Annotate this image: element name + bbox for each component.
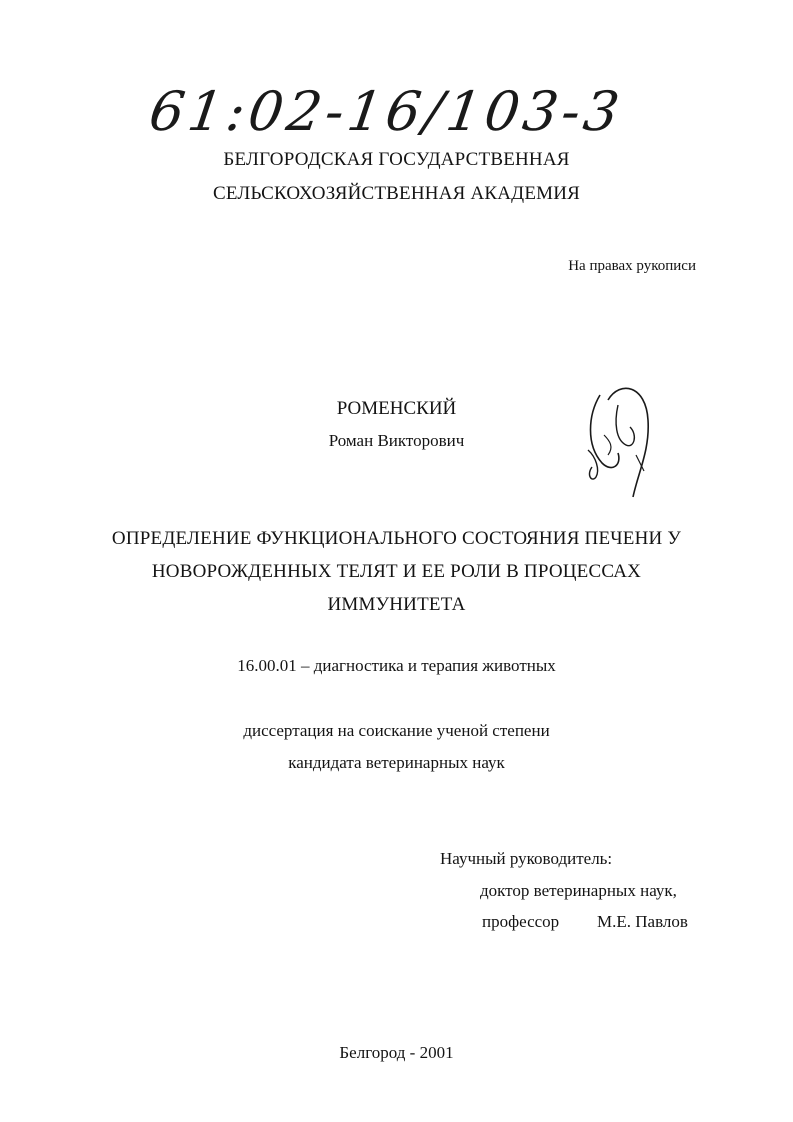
title-line-1: ОПРЕДЕЛЕНИЕ ФУНКЦИОНАЛЬНОГО СОСТОЯНИЯ ПЕЧЕНИ У — [111, 528, 682, 549]
title-line-2: НОВОРОЖДЕННЫХ ТЕЛЯТ И ЕЕ РОЛИ В ПРОЦЕССАХ — [151, 561, 642, 582]
degree-statement — [0, 715, 793, 779]
institution-name — [0, 143, 793, 211]
institution-line-1: БЕЛГОРОДСКАЯ ГОСУДАРСТВЕННАЯ — [223, 149, 570, 170]
library-code-handwritten: 61:02-16/103-3 — [145, 80, 627, 143]
author-name: Роман Викторович — [328, 431, 465, 450]
supervisor-rank: профессор — [482, 912, 560, 931]
institution-line-2: СЕЛЬСКОХОЗЯЙСТВЕННАЯ АКАДЕМИЯ — [212, 183, 581, 204]
degree-line-2: кандидата ветеринарных наук — [288, 753, 505, 772]
degree-line-1: диссертация на соискание ученой степени — [243, 721, 550, 740]
city-year: Белгород - 2001 — [339, 1043, 454, 1062]
supervisor-name: М.Е. Павлов — [597, 912, 688, 931]
supervisor-label: Научный руководитель: — [440, 849, 613, 868]
title-line-3: ИММУНИТЕТА — [327, 594, 466, 615]
rights-note: На правах рукописи — [568, 258, 696, 274]
author-signature — [578, 375, 658, 500]
dissertation-title — [0, 522, 793, 621]
specialty-code: 16.00.01 – диагностика и терапия животных — [237, 656, 556, 675]
supervisor-degree: доктор ветеринарных наук, — [480, 881, 677, 900]
author-surname: РОМЕНСКИЙ — [336, 398, 457, 419]
